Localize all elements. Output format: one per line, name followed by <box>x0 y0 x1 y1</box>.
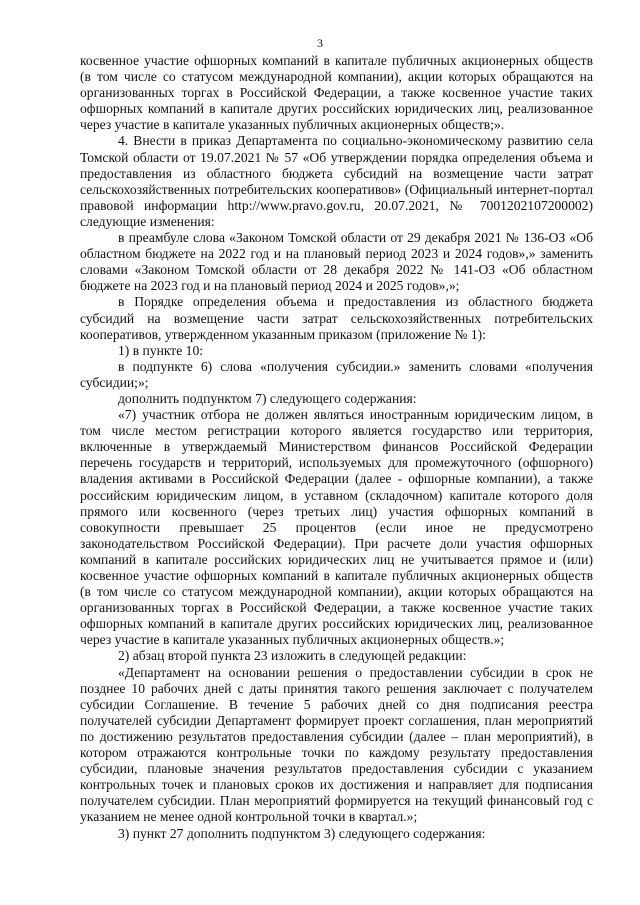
paragraph-add-subpoint-7: дополнить подпунктом 7) следующего содержания: <box>118 390 417 406</box>
paragraph-preamble-change: в преамбуле слова «Законом Томской области от 29 декабря 2021 № 136-ОЗ «Об областном бюджете на 2022 год и на плановый период 2023 и 2024 годов»,» заменить словами «Законом Томской области от 28 декабря 2022 № 141-ОЗ «Об областном бюджете на 2023 год и на плановый период 2024 и 2025 годов»,»; <box>80 230 593 294</box>
page-number: 3 <box>317 36 323 50</box>
paragraph-procedure-changes: в Порядке определения объема и предоставления из областного бюджета субсидий на возмещение части затрат сельскохозяйственных потребительских кооперативов, утвержденном указанным приказом (приложение № 1): <box>80 294 593 342</box>
paragraph-point-27: 3) пункт 27 дополнить подпунктом 3) следующего содержания: <box>118 825 486 841</box>
paragraph-point-23-text: «Департамент на основании решения о предоставлении субсидии в срок не позднее 10 рабочих дней с даты принятия такого решения заключает с получателем субсидии Соглашение. В течение 5 рабочих дней со дня подписания реестра получателей субсидии Департамент формирует проект соглашения, план мероприятий по достижению результатов предоставления субсидии (далее – план мероприятий), в котором отражаются контрольные точки по каждому результату предоставления субсидии, плановые значения результатов предоставления субсидии с указанием контрольных точек и плановых сроков их достижения и направляет для подписания получателем субсидии. План мероприятий формируется на текущий финансовый год с указанием не менее одной контрольной точки в квартал.»; <box>80 664 593 825</box>
paragraph-item-4: 4. Внести в приказ Департамента по социально-экономическому развитию села Томской области от 19.07.2021 № 57 «Об утверждении порядка определения объема и предоставления из областного бюджета субсидий на возмещение части затрат сельскохозяйственных потребительских кооперативов» (Официальный интернет-портал правовой информации http://www.pravo.gov.ru, 20.07.2021, № 7001202107200002) следующие изменения: <box>80 133 593 229</box>
paragraph-subpoint-6: в подпункте 6) слова «получения субсидии.» заменить словами «получения субсидии;»; <box>80 358 593 390</box>
paragraph-continuation: косвенное участие офшорных компаний в капитале публичных акционерных обществ (в том числе со статусом международной компании), акции которых обращаются на организованных торгах в Российской Федерации, а также косвенное участие таких офшорных компаний в капитале других российских юридических лиц, реализованное через участие в капитале указанных публичных акционерных обществ;». <box>80 53 593 133</box>
paragraph-point-23: 2) абзац второй пункта 23 изложить в следующей редакции: <box>118 648 467 664</box>
paragraph-subpoint-7-text: «7) участник отбора не должен являться иностранным юридическим лицом, в том числе местом регистрации которого является государство или территория, включенные в утверждаемый Министерством финансов Российской Федерации перечень государств и территорий, используемых для промежуточного (офшорного) владения активами в Российской Федерации (далее - офшорные компании), а также российским юридическим лицом, в уставном (складочном) капитале которого доля прямого или косвенного (через третьих лиц) участия офшорных компаний в совокупности превышает 25 процентов (если иное не предусмотрено законодательством Российской Федерации). При расчете доли участия офшорных компаний в капитале российских юридических лиц не учитывается прямое и (или) косвенное участие офшорных компаний в капитале публичных акционерных обществ (в том числе со статусом международной компании), акции которых обращаются на организованных торгах в Российской Федерации, а также косвенное участие таких офшорных компаний в капитале других российских юридических лиц, реализованное через участие в капитале указанных публичных акционерных обществ.»; <box>80 407 593 648</box>
document-body <box>80 53 593 842</box>
paragraph-point-10: 1) в пункте 10: <box>118 342 204 358</box>
